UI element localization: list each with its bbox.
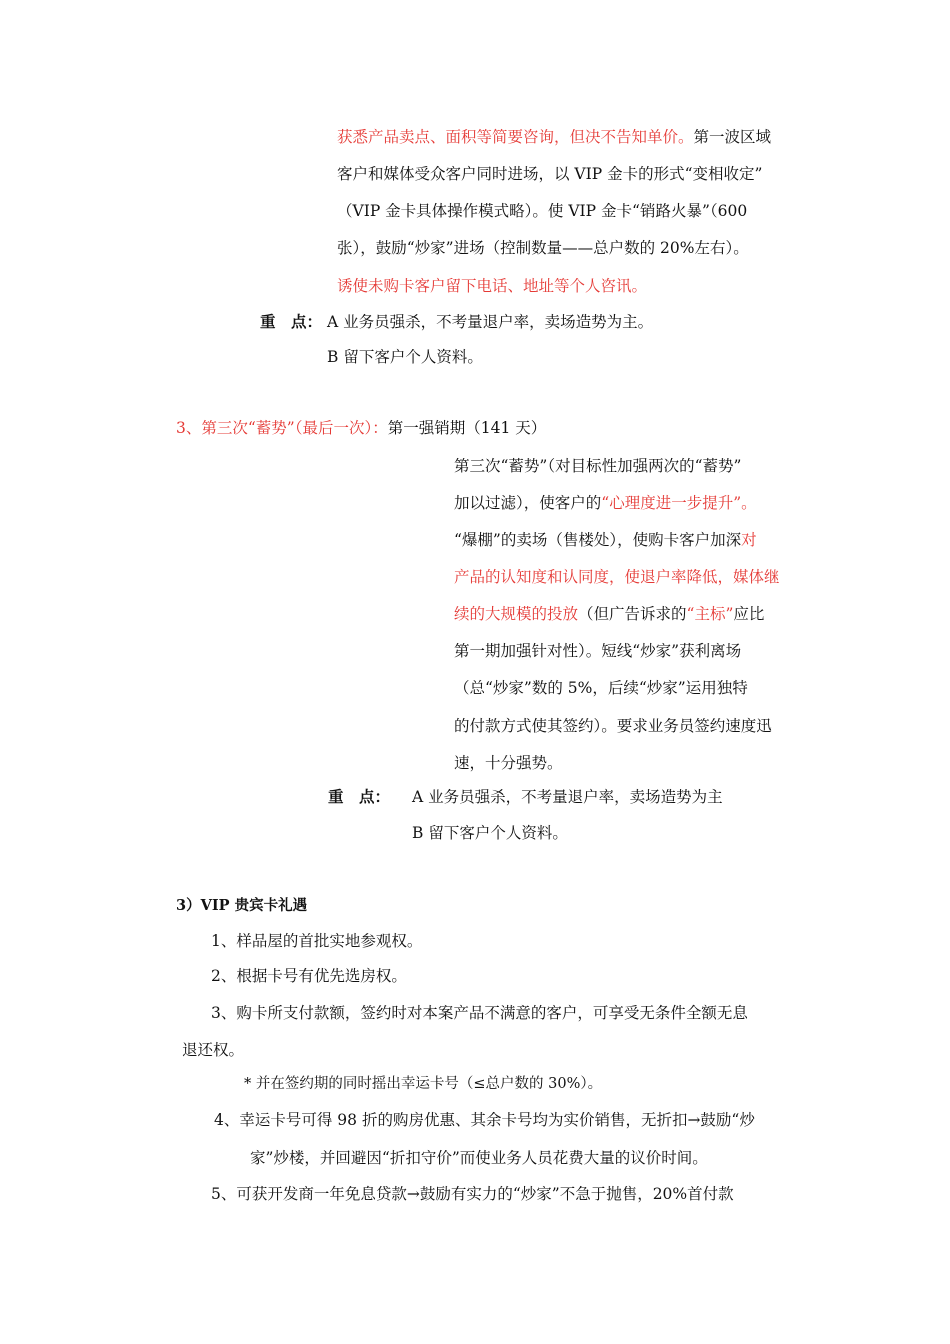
s3-line-3-text: “爆棚”的卖场（售楼处），使购卡客户加深 — [454, 531, 742, 549]
p1-line-1-highlight: 获悉产品卖点、面积等简要咨询，但决不告知单价。 — [337, 128, 694, 146]
p1-key-b: B 留下客户个人资料。 — [327, 348, 483, 366]
s3-line-6: 第一期加强针对性）。短线“炒家”获利离场 — [454, 642, 742, 660]
vip-note: * 并在签约期的同时摇出幸运卡号（≤总户数的 30%）。 — [244, 1076, 603, 1092]
p1-line-3: （VIP 金卡具体操作模式略）。使 VIP 金卡“销路火暴”（600 — [337, 202, 748, 220]
s3-heading-text: 第一强销期（141 天） — [387, 419, 547, 437]
vip-item-1: 1、样品屋的首批实地参观权。 — [211, 932, 423, 950]
p1-line-1-text: 第一波区域 — [693, 128, 772, 146]
s3-key-label: 重 点： — [328, 787, 391, 806]
s3-line-9: 速，十分强势。 — [454, 754, 563, 772]
s3-line-3-highlight: 对 — [741, 531, 757, 549]
s3-heading-highlight: 3、第三次“蓄势”（最后一次）： — [176, 419, 388, 437]
s3-line-3 — [454, 529, 757, 551]
vip-item-2: 2、根据卡号有优先选房权。 — [211, 967, 407, 985]
s3-line-1: 第三次“蓄势”（对目标性加强两次的“蓄势” — [454, 457, 742, 475]
s3-line-5-highlight-2: “主标” — [686, 605, 734, 623]
p1-key-label: 重 点： — [260, 312, 323, 331]
s3-line-4: 产品的认知度和认同度，使退户率降低，媒体继 — [454, 568, 780, 586]
p1-line-4: 张），鼓励“炒家”进场（控制数量——总户数的 20%左右）。 — [337, 239, 749, 257]
vip-title: 3）VIP 贵宾卡礼遇 — [176, 897, 308, 914]
s3-line-2 — [454, 492, 757, 514]
p1-line-2: 客户和媒体受众客户同时进场，以 VIP 金卡的形式“变相收定” — [337, 165, 763, 183]
vip-item-3-cont: 退还权。 — [182, 1041, 245, 1059]
vip-item-4: 4、幸运卡号可得 98 折的购房优惠、其余卡号均为实价销售，无折扣→鼓励“炒 — [214, 1111, 755, 1129]
vip-item-3: 3、购卡所支付款额，签约时对本案产品不满意的客户，可享受无条件全额无息 — [211, 1004, 748, 1022]
vip-item-5: 5、可获开发商一年免息贷款→鼓励有实力的“炒家”不急于抛售，20%首付款 — [211, 1185, 734, 1203]
s3-line-7: （总“炒家”数的 5%，后续“炒家”运用独特 — [454, 679, 748, 697]
p1-key-a: A 业务员强杀，不考量退户率，卖场造势为主。 — [327, 313, 654, 331]
s3-key-a: A 业务员强杀，不考量退户率，卖场造势为主 — [412, 788, 723, 806]
s3-line-8: 的付款方式使其签约）。要求业务员签约速度迅 — [454, 717, 772, 735]
vip-item-4-cont: 家”炒楼，并回避因“折扣守价”而使业务人员花费大量的议价时间。 — [250, 1149, 708, 1167]
s3-line-5 — [454, 603, 764, 625]
p1-line-1 — [337, 126, 771, 148]
p1-line-5: 诱使未购卡客户留下电话、地址等个人咨讯。 — [337, 277, 648, 295]
s3-key-b: B 留下客户个人资料。 — [412, 824, 568, 842]
s3-line-5-text: （但广告诉求的 — [578, 605, 687, 623]
s3-heading — [176, 417, 546, 439]
s3-line-2-text: 加以过滤），使客户的 — [454, 494, 602, 512]
s3-line-2-highlight: “心理度进一步提升”。 — [601, 494, 757, 512]
s3-line-5-highlight: 续的大规模的投放 — [454, 605, 579, 623]
s3-line-5-end: 应比 — [733, 605, 765, 623]
